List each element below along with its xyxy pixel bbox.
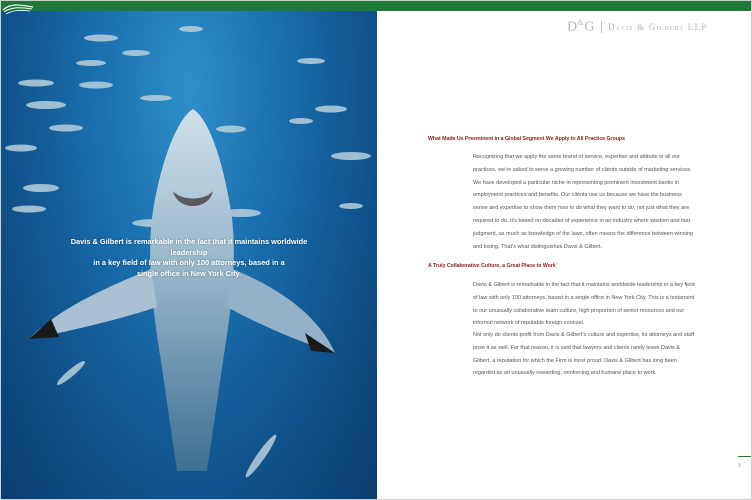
caption-line: single office in New York City. xyxy=(136,268,242,278)
paragraph-culture-1 xyxy=(473,279,695,330)
fish xyxy=(339,203,363,209)
paragraph: Not only do clients profit from Davis & Gilbert’s culture and expertise, its attorneys and staff prize it as well. For that reason, it is said that lawyers and clients rarely leave Davis & Gilbert, a reputation for which the Firm is most proud. Davis & Gilbert has long been regarded as an unusually rewarding, reinforcing and humane place to work. xyxy=(473,332,695,377)
logo-monogram xyxy=(567,18,595,36)
caption-line: Davis & Gilbert is remarkable in the fact that it maintains worldwide leadership xyxy=(70,237,308,257)
shark-body xyxy=(150,109,234,471)
fish xyxy=(18,80,54,87)
paragraph-culture-2 xyxy=(473,329,695,380)
wave-logo-icon xyxy=(1,1,35,15)
shark-photo xyxy=(1,1,377,500)
fish xyxy=(5,145,37,152)
section-heading-preeminent: What Made Us Preeminent in a Global Segment We Apply to All Practice Groups xyxy=(428,136,625,142)
paragraph: Recognizing that we apply the same brand of service, expertise and attitude in all our practices, we’re asked to serve a growing number of clients outside of marketing services. We have developed a particular niche in representing prominent investment banks in employment practices and benefits. Our clients use us because we have the business sense and expertise to show them how to do what they want to do, not just what they are required to do. It’s based on decades of experience in an industry where wisdom and fast judgment, as much as knowledge of the laws, often means the difference between winning and losing. That’s what distinguishes Davis & Gilbert. xyxy=(473,154,694,250)
fish xyxy=(216,126,246,133)
fish xyxy=(140,95,172,101)
shark xyxy=(29,109,335,471)
section-heading-culture: A Truly Collaborative Culture, a Great Place to Work xyxy=(428,263,556,269)
fish xyxy=(23,184,59,192)
fish xyxy=(79,82,113,89)
top-bar-right xyxy=(377,1,752,11)
fish xyxy=(297,58,325,64)
logo-monogram-amp: & xyxy=(577,18,585,28)
logo-monogram-d: D xyxy=(567,19,578,35)
logo-divider xyxy=(601,21,602,33)
fish xyxy=(76,60,106,66)
shark-right-fin xyxy=(227,269,335,353)
logo-firm-name: Davis & Gilbert LLP xyxy=(607,22,708,32)
fish xyxy=(331,152,371,160)
paragraph-preeminent xyxy=(473,151,695,253)
fish xyxy=(179,26,203,32)
fish xyxy=(315,106,347,113)
fish xyxy=(55,359,87,388)
fish xyxy=(12,206,46,213)
photo-caption xyxy=(61,237,317,279)
fish xyxy=(26,101,66,109)
paragraph: Davis & Gilbert is remarkable in the fact that it maintains worldwide leadership in a key field of law with only 100 attorneys, based in a single office in New York City. This is a testament to our unusually collaborative team culture, high proportion of senior resources and our informal network of reputable foreign counsel. xyxy=(473,282,695,327)
firm-logo xyxy=(567,19,707,35)
text-page xyxy=(377,1,752,500)
fish xyxy=(84,35,118,42)
page-number-rule xyxy=(738,456,752,457)
fish xyxy=(289,118,313,124)
page-number: 3 xyxy=(738,463,741,469)
fish xyxy=(49,125,83,132)
fish xyxy=(122,50,150,56)
fish xyxy=(243,432,279,479)
caption-line: in a key field of law with only 100 attorneys, based in a xyxy=(93,258,285,267)
top-bar-left xyxy=(1,1,377,11)
logo-monogram-g: G xyxy=(584,19,595,35)
